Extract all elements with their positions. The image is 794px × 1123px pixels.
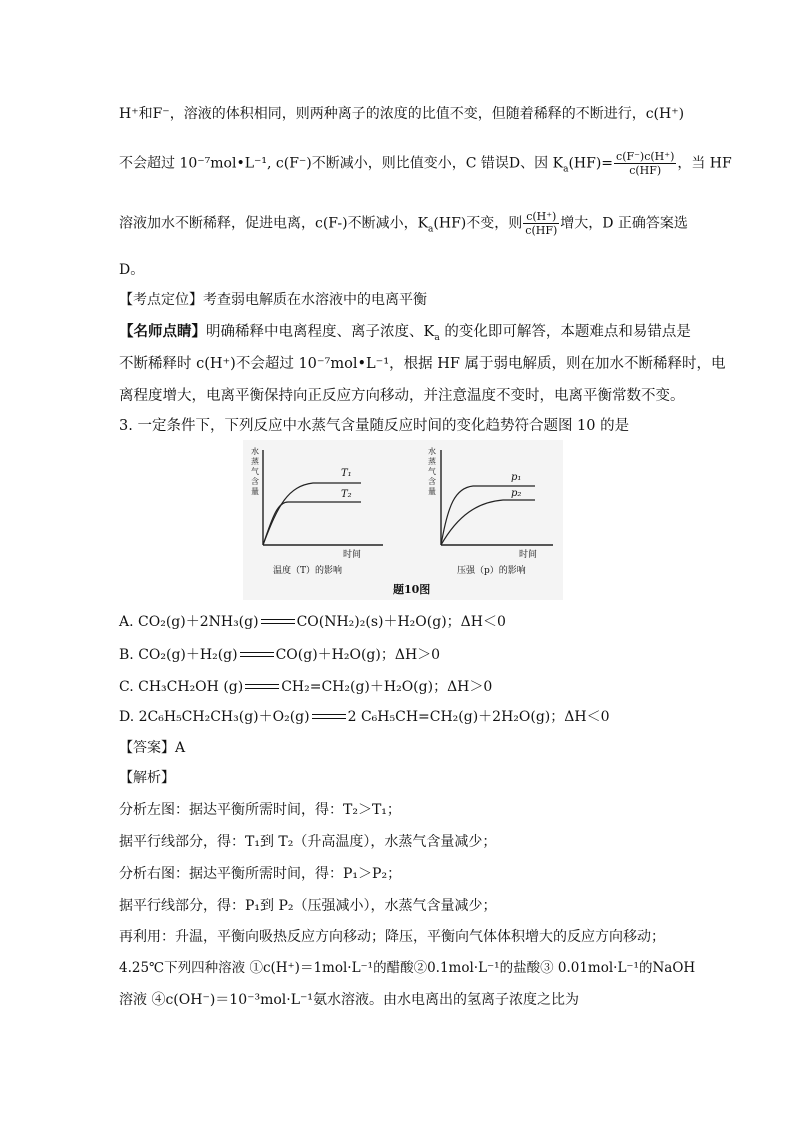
- question-4: 4.25℃下列四种溶液 ①c(H⁺)＝1mol·L⁻¹的醋酸②0.1mol·L⁻¹的盐酸③ 0.01mol·L⁻¹的NaOH: [119, 960, 696, 976]
- option-d: [119, 707, 610, 727]
- subscript: a: [434, 332, 440, 343]
- figure-background: [243, 440, 563, 600]
- text-span: D. 2C₆H₅CH₂CH₃(g)＋O₂(g): [119, 709, 310, 725]
- right-ylabel-char: 气: [428, 467, 436, 476]
- figure-title: 题10图: [393, 583, 431, 596]
- text-span: CO(g)＋H₂O(g)；ΔH＞0: [275, 647, 441, 663]
- text-line: 不断稀释时 c(H⁺)不会超过 10⁻⁷mol•L⁻¹，根据 HF 属于弱电解质，则在加水不断稀释时，电: [119, 356, 726, 372]
- left-ylabel-char: 气: [251, 467, 259, 476]
- analysis-line: 分析左图：据达平衡所需时间，得：T₂＞T₁；: [119, 802, 401, 818]
- left-ylabel-char: 水: [251, 447, 259, 456]
- text-span: 【名师点睛】: [119, 323, 206, 340]
- equilibrium-arrow: [312, 711, 346, 723]
- fraction: [523, 210, 559, 237]
- text-span: ，当 HF: [677, 155, 732, 172]
- subscript: a: [428, 224, 434, 235]
- text-span: (HF)不变，则: [433, 215, 523, 232]
- text-span: 2 C₆H₅CH=CH₂(g)＋2H₂O(g)；ΔH＜0: [347, 709, 610, 725]
- subscript: a: [563, 164, 569, 175]
- analysis-line: 据平行线部分，得：T₁到 T₂（升高温度），水蒸气含量减少；: [119, 834, 497, 850]
- left-caption: 温度（T）的影响: [273, 566, 343, 576]
- text-span: 明确稀释中电离程度、离子浓度、K: [206, 324, 435, 340]
- figure-10: [243, 440, 563, 600]
- option-c: [119, 677, 492, 697]
- option-b: [119, 645, 440, 665]
- text-span: C. CH₃CH₂OH (g): [119, 679, 244, 695]
- text-span: A. CO₂(g)＋2NH₃(g): [119, 614, 259, 630]
- text-line: [119, 322, 691, 342]
- text-span: 增大，D 正确答案选: [560, 215, 688, 232]
- right-ylabel-char: 水: [428, 447, 436, 456]
- right-ylabel-char: 量: [428, 487, 436, 496]
- left-label-t1: T₁: [341, 468, 352, 479]
- text-span: CH₂=CH₂(g)＋H₂O(g)；ΔH＞0: [281, 679, 493, 695]
- text-line: H⁺和F⁻，溶液的体积相同，则两种离子的浓度的比值不变，但随着稀释的不断进行，c(H⁺): [119, 106, 685, 122]
- text-line: [119, 210, 688, 237]
- question-3: 3. 一定条件下，下列反应中水蒸气含量随反应时间的变化趋势符合题图 10 的是: [119, 418, 630, 434]
- question-4-cont: 溶液 ④c(OH⁻)＝10⁻³mol·L⁻¹氨水溶液。由水电离出的氢离子浓度之比为: [119, 992, 580, 1008]
- equilibrium-arrow: [245, 681, 279, 693]
- left-ylabel-char: 含: [251, 477, 259, 486]
- analysis-line: 分析右图：据达平衡所需时间，得：P₁＞P₂；: [119, 866, 402, 882]
- equilibrium-arrow: [240, 649, 274, 661]
- section-heading: 【考点定位】考查弱电解质在水溶液中的电离平衡: [119, 292, 427, 308]
- fraction-numerator: c(F⁻)c(H⁺): [616, 150, 675, 163]
- text-span: 的变化即可解答，本题难点和易错点是: [439, 324, 691, 340]
- left-xlabel: 时间: [343, 550, 362, 560]
- fraction-denominator: c(HF): [525, 224, 558, 237]
- analysis-heading: 【解析】: [119, 770, 175, 786]
- fraction-denominator: c(HF): [629, 164, 662, 177]
- analysis-line: 据平行线部分，得：P₁到 P₂（压强减小），水蒸气含量减少；: [119, 898, 497, 914]
- analysis-line: 再利用：升温，平衡向吸热反应方向移动；降压，平衡向气体体积增大的反应方向移动；: [119, 929, 665, 945]
- left-ylabel-char: 量: [251, 487, 259, 496]
- text-span: 溶液加水不断稀释，促进电离，c(F-)不断减小，K: [119, 215, 429, 232]
- left-ylabel-char: 蒸: [251, 457, 259, 466]
- right-caption: 压强（p）的影响: [457, 566, 526, 576]
- right-xlabel: 时间: [519, 550, 538, 560]
- left-label-t2: T₂: [341, 489, 352, 500]
- fraction-numerator: c(H⁺): [523, 210, 559, 224]
- equilibrium-arrow: [261, 616, 295, 628]
- text-line: 离程度增大，电离平衡保持向正反应方向移动，并注意温度不变时，电离平衡常数不变。: [119, 388, 685, 404]
- right-label-p2: p₂: [511, 488, 522, 499]
- figure-svg: [243, 440, 563, 600]
- option-a: [119, 612, 506, 632]
- text-line: D。: [119, 262, 145, 278]
- right-ylabel-char: 含: [428, 477, 436, 486]
- fraction: [614, 150, 676, 177]
- text-span: B. CO₂(g)＋H₂(g): [119, 647, 238, 663]
- text-span: (HF)=: [568, 155, 614, 172]
- text-line: [119, 150, 732, 177]
- right-ylabel-char: 蒸: [428, 457, 436, 466]
- answer: 【答案】A: [119, 740, 186, 756]
- right-label-p1: p₁: [511, 472, 522, 483]
- text-span: 不会超过 10⁻⁷mol•L⁻¹, c(F⁻)不断减小，则比值变小，C 错误D、因 K: [119, 155, 564, 172]
- text-span: CO(NH₂)₂(s)＋H₂O(g)；ΔH＜0: [296, 614, 506, 630]
